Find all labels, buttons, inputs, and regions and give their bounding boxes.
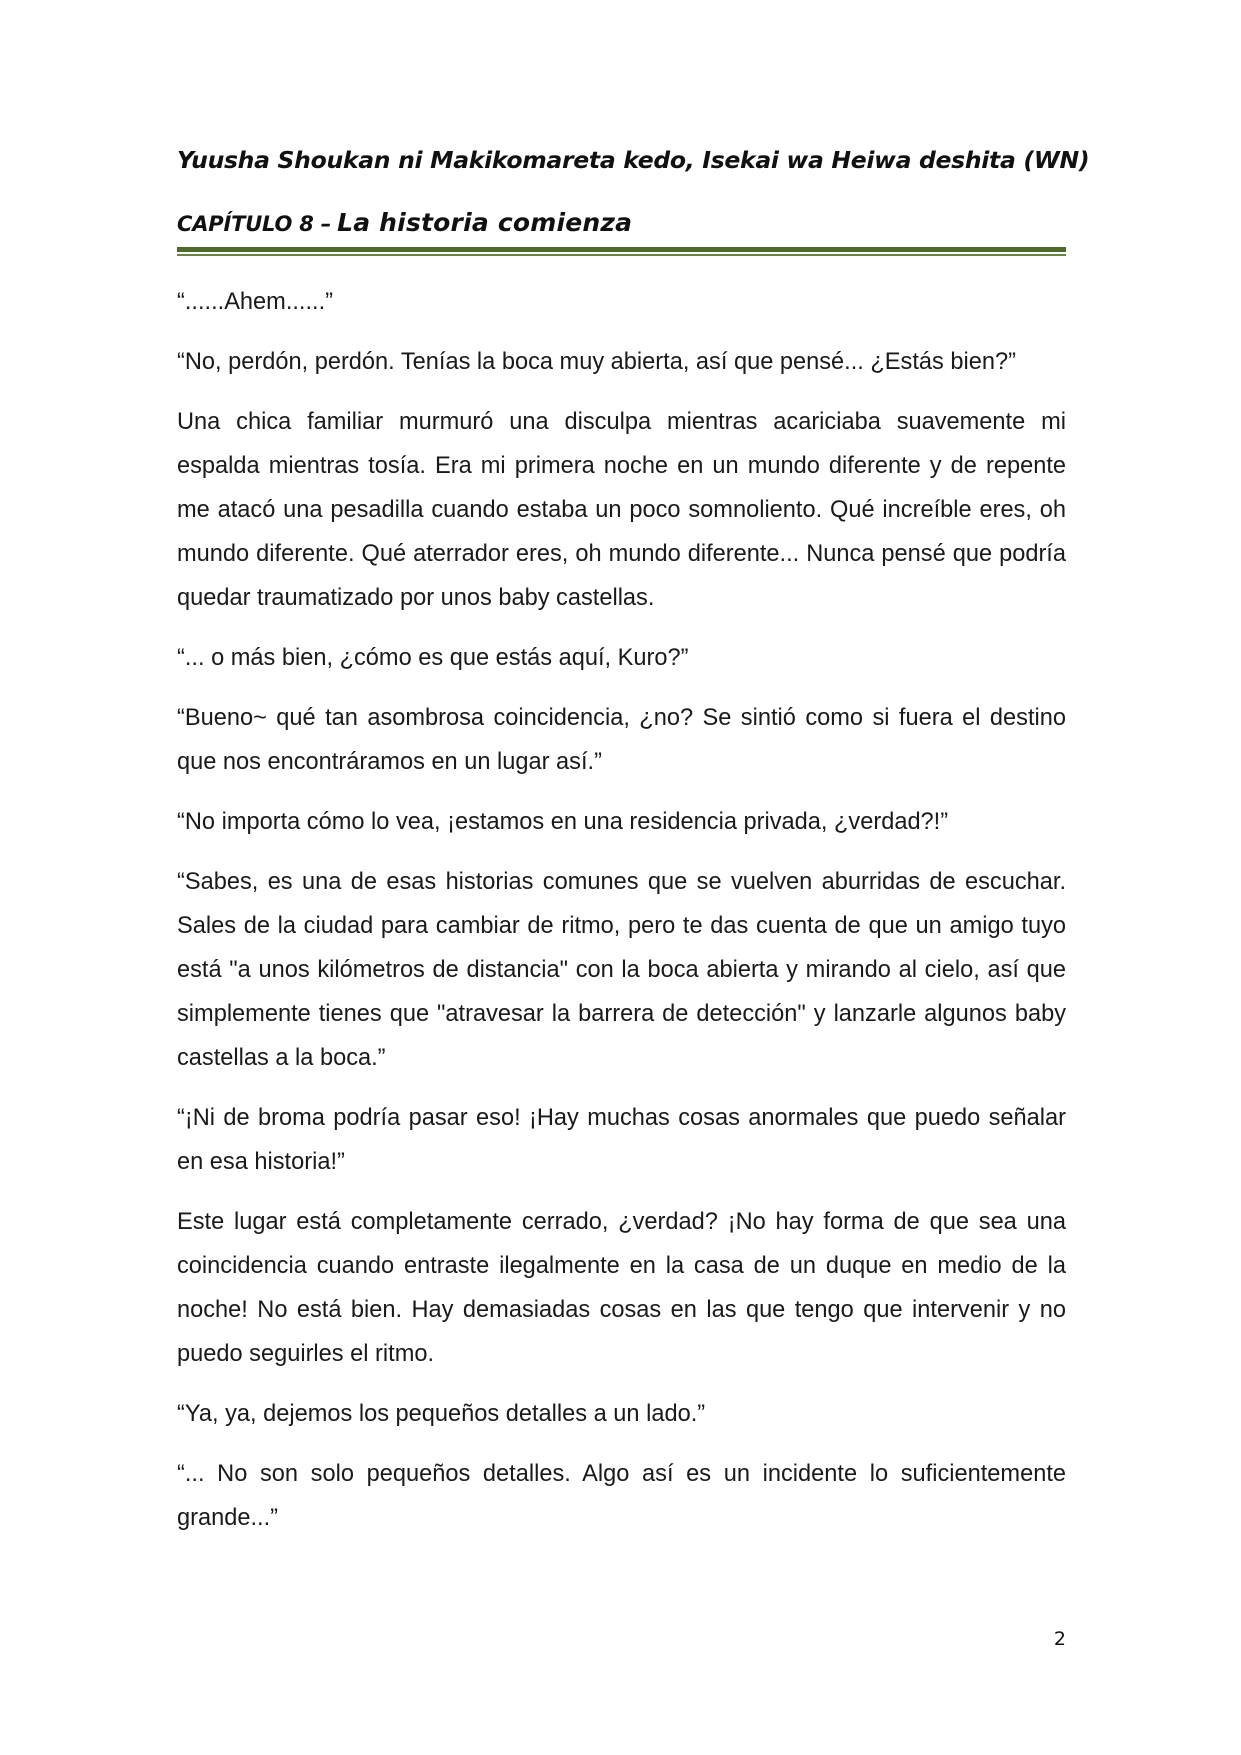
paragraph: “Ya, ya, dejemos los pequeños detalles a un lado.” <box>177 1401 706 1427</box>
chapter-heading <box>177 208 632 238</box>
document-page <box>177 0 1090 1755</box>
paragraph: “Sabes, es una de esas historias comunes que se vuelven aburridas de escuchar. Sales de la ciudad para cambiar de ritmo, pero te das cuenta de que un amigo tuyo está "a unos kilómetros de distancia" con la boca abierta y mirando al cielo, así que simplemente tienes que "atravesar la barrera de detección" y lanzarle algunos baby castellas a la boca.” <box>177 869 1066 1071</box>
paragraph: Este lugar está completamente cerrado, ¿verdad? ¡No hay forma de que sea una coincidencia cuando entraste ilegalmente en la casa de un duque en medio de la noche! No está bien. Hay demasiadas cosas en las que tengo que intervenir y no puedo seguirles el ritmo. <box>177 1209 1066 1367</box>
heading-divider-thick <box>177 247 1066 252</box>
series-title: Yuusha Shoukan ni Makikomareta kedo, Isekai wa Heiwa deshita (WN) <box>177 146 1090 174</box>
paragraph: “Bueno~ qué tan asombrosa coincidencia, ¿no? Se sintió como si fuera el destino que nos encontráramos en un lugar así.” <box>177 705 1066 775</box>
page-number: 2 <box>1053 1628 1066 1650</box>
paragraph: “¡Ni de broma podría pasar eso! ¡Hay muchas cosas anormales que puedo señalar en esa historia!” <box>177 1105 1066 1175</box>
paragraph: “... o más bien, ¿cómo es que estás aquí, Kuro?” <box>177 645 689 671</box>
chapter-label: CAPÍTULO 8 – <box>177 212 332 236</box>
paragraph: “......Ahem......” <box>177 289 334 315</box>
chapter-body <box>177 280 1066 1556</box>
heading-divider-thin <box>177 254 1066 256</box>
paragraph: “No importa cómo lo vea, ¡estamos en una residencia privada, ¿verdad?!” <box>177 809 949 835</box>
paragraph: Una chica familiar murmuró una disculpa mientras acariciaba suavemente mi espalda mientras tosía. Era mi primera noche en un mundo diferente y de repente me atacó una pesadilla cuando estaba un poco somnoliento. Qué increíble eres, oh mundo diferente. Qué aterrador eres, oh mundo diferente... Nunca pensé que podría quedar traumatizado por unos baby castellas. <box>177 409 1066 611</box>
chapter-name: La historia comienza <box>337 208 633 237</box>
paragraph: “No, perdón, perdón. Tenías la boca muy abierta, así que pensé... ¿Estás bien?” <box>177 349 1016 375</box>
paragraph: “... No son solo pequeños detalles. Algo así es un incidente lo suficientemente grande...” <box>177 1461 1066 1531</box>
